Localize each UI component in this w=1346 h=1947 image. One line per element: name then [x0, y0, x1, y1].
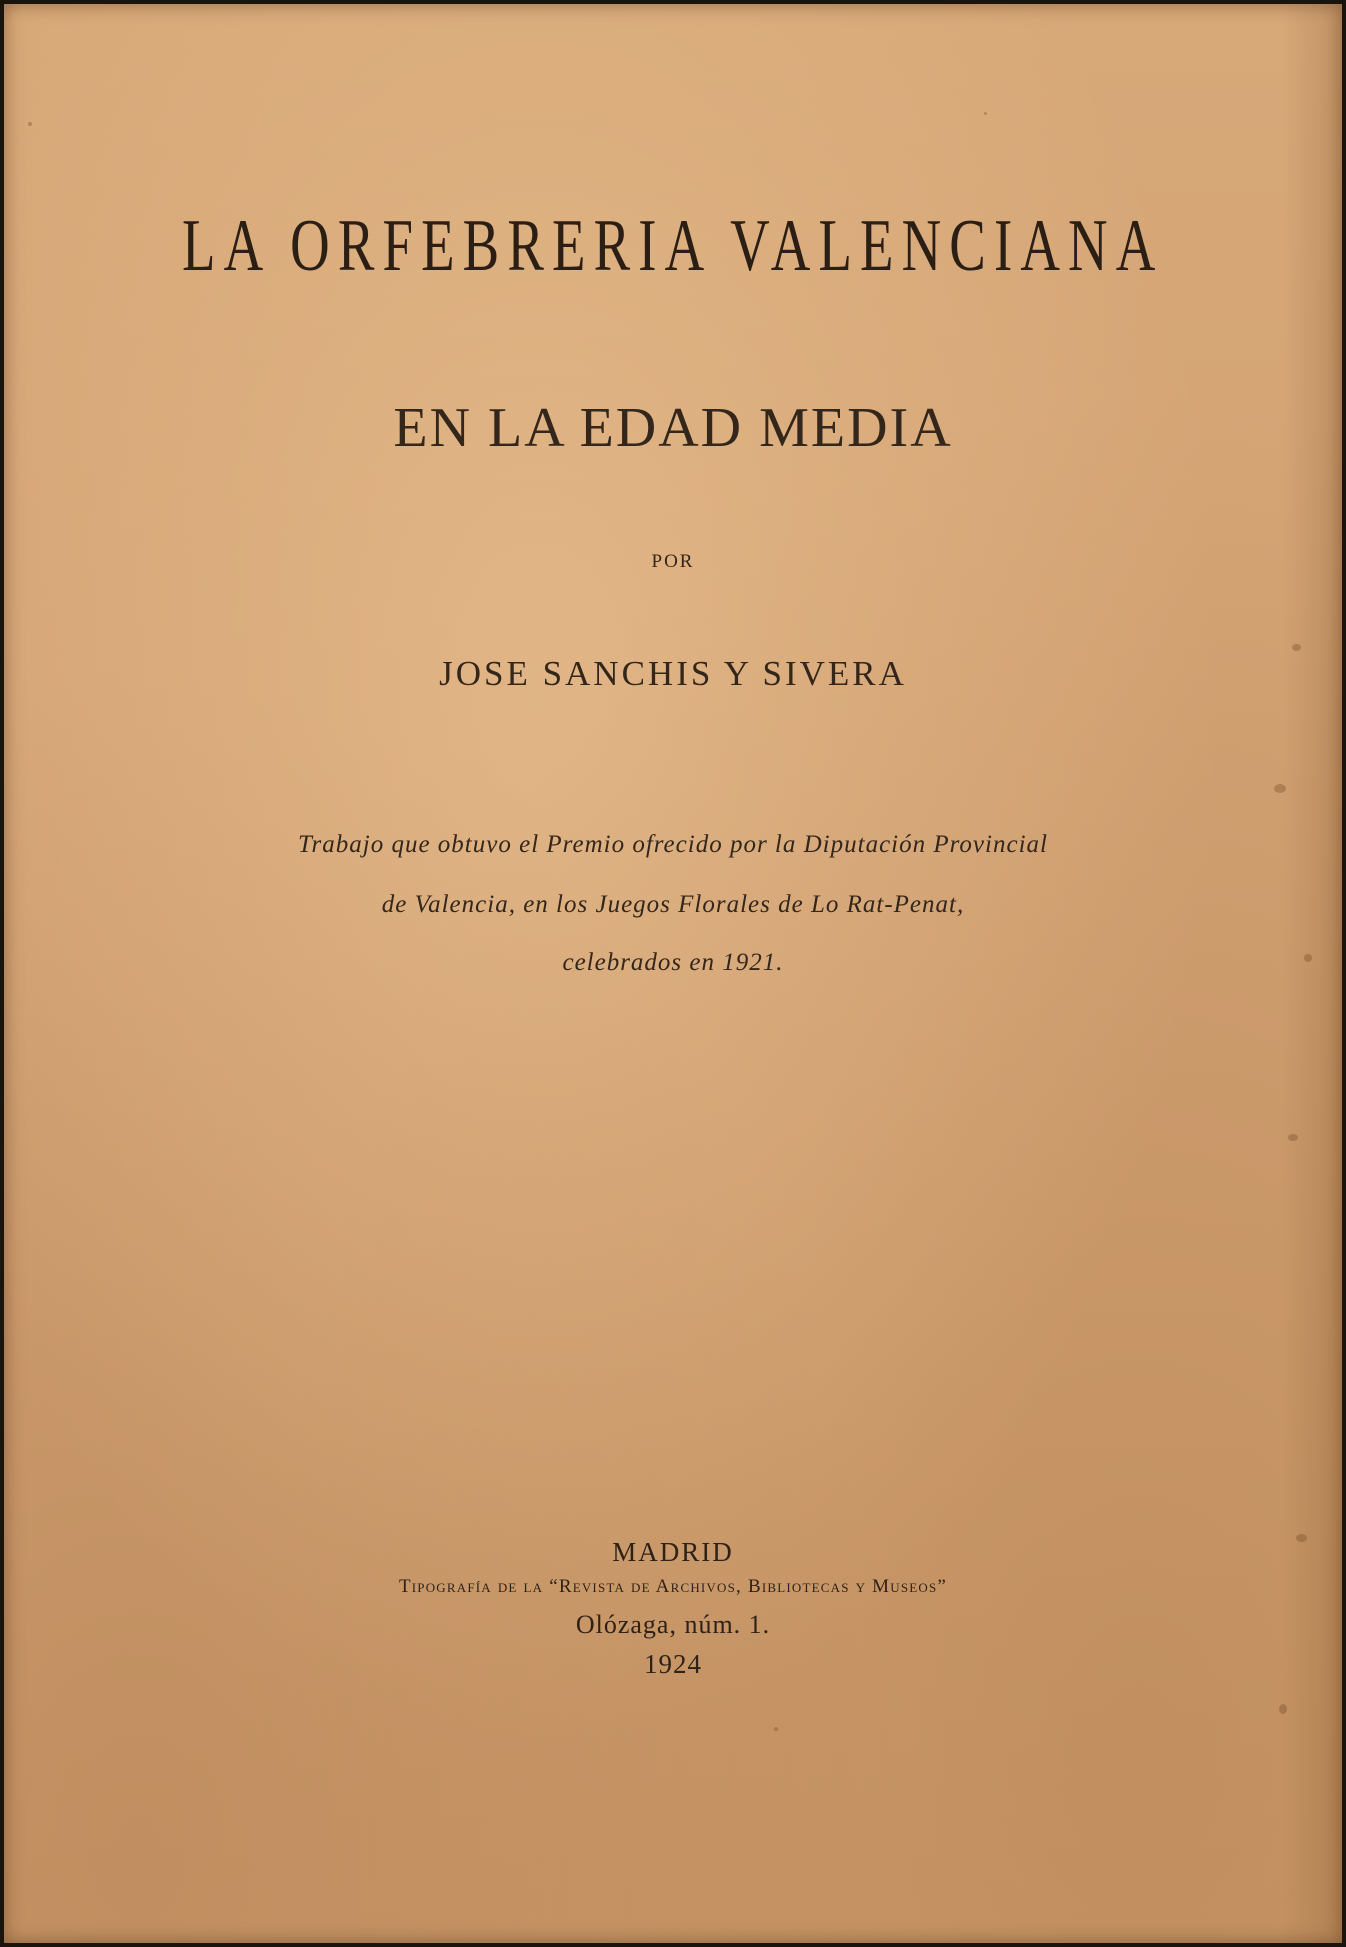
- by-label: POR: [651, 551, 695, 572]
- paper-speck: [1274, 784, 1286, 793]
- paper-speck: [774, 1727, 778, 1731]
- imprint-year: 1924: [644, 1649, 702, 1679]
- paper-speck: [1304, 954, 1312, 962]
- prize-line: celebrados en 1921.: [562, 949, 784, 976]
- paper-speck: [1279, 1704, 1287, 1714]
- paper-speck: [28, 122, 32, 126]
- prize-line: Trabajo que obtuvo el Premio ofrecido por la Diputación Provincial: [298, 831, 1048, 858]
- book-title: LA ORFEBRERIA VALENCIANA: [182, 205, 1164, 287]
- imprint-printer: Tipografía de la “Revista de Archivos, Bibliotecas y Museos”: [398, 1576, 948, 1597]
- paper-speck: [1296, 1534, 1307, 1542]
- paper-speck: [1288, 1134, 1298, 1141]
- imprint-address: Olózaga, núm. 1.: [575, 1610, 771, 1639]
- book-subtitle: EN LA EDAD MEDIA: [393, 397, 953, 459]
- paper-speck: [1292, 644, 1301, 651]
- paper-speck: [984, 112, 987, 115]
- author-name: JOSE SANCHIS Y SIVERA: [439, 654, 907, 693]
- imprint-city: MADRID: [612, 1537, 734, 1567]
- book-cover: [4, 4, 1342, 1943]
- prize-line: de Valencia, en los Juegos Florales de Lo Rat-Penat,: [381, 891, 965, 918]
